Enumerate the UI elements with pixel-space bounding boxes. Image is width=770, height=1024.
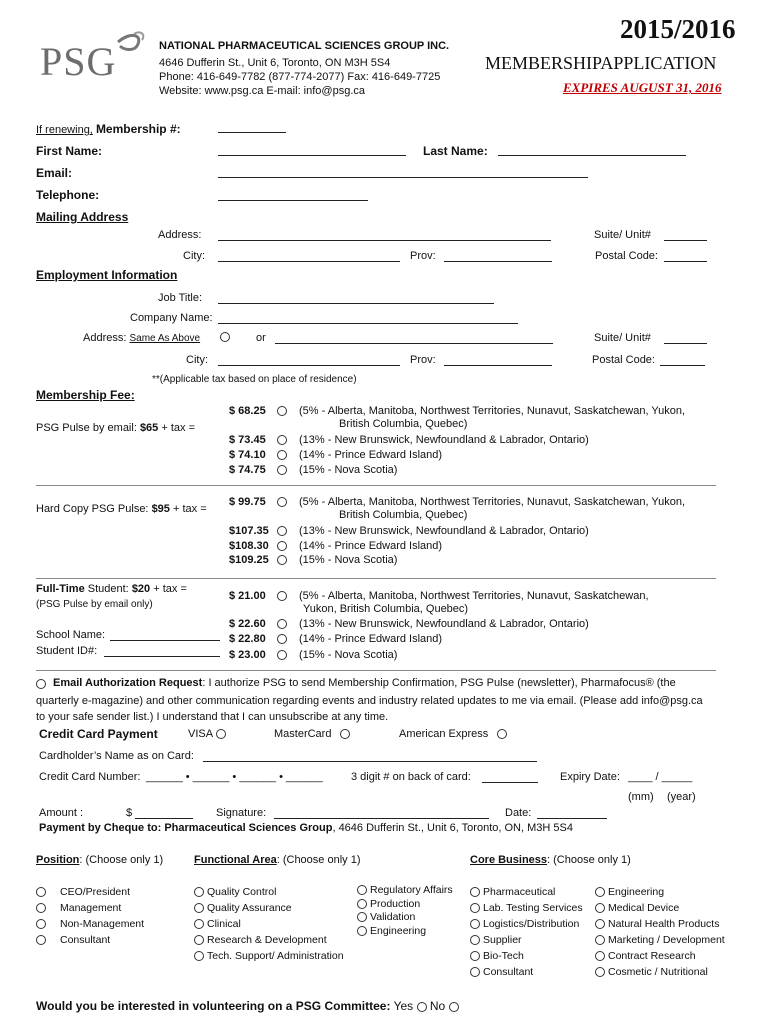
student-note: (PSG Pulse by email only) (36, 599, 153, 610)
business-option-radio[interactable] (595, 919, 605, 929)
amount-field[interactable] (135, 808, 193, 819)
student-id-field[interactable] (104, 646, 220, 657)
fee-price: $109.25 (229, 554, 269, 566)
fee-description-cont: British Columbia, Quebec) (339, 418, 468, 430)
functional-option-label: Validation (370, 911, 416, 923)
functional-option-label: Production (370, 897, 421, 910)
business-suffix: : (Choose only 1) (547, 854, 631, 866)
last-name-field[interactable] (498, 145, 686, 156)
fee-description: (15% - Nova Scotia) (299, 464, 398, 476)
org-name: NATIONAL PHARMACEUTICAL SCIENCES GROUP INC. (159, 40, 450, 52)
position-option-radio[interactable] (36, 919, 46, 929)
fee-price: $ 22.80 (229, 633, 266, 645)
business-heading-row (470, 854, 631, 866)
fee-option-radio[interactable] (277, 406, 287, 416)
position-option-label: Non-Management (60, 918, 145, 930)
fee-price: $ 23.00 (229, 649, 266, 661)
business-option-radio[interactable] (470, 967, 480, 977)
fee-price: $ 99.75 (229, 496, 266, 508)
authorization-text3: to your safe sender list.) I understand that I can unsubscribe at any time. (36, 711, 389, 723)
tax-note: **(Applicable tax based on place of residence) (152, 374, 357, 385)
hardcopy-fee-tax: + tax = (172, 503, 207, 515)
cvv-label: 3 digit # on back of card: (351, 771, 471, 783)
employment-city-label: City: (186, 354, 208, 366)
mailing-address-label: Address: (158, 229, 202, 241)
functional-option-radio[interactable] (194, 903, 204, 913)
fee-price: $ 68.25 (229, 405, 266, 417)
mailing-prov-label: Prov: (410, 250, 436, 262)
functional-option-radio[interactable] (357, 926, 367, 936)
fee-option-radio[interactable] (277, 435, 287, 445)
same-as-above-radio[interactable] (220, 332, 230, 342)
functional-option-label: Quality Assurance (207, 902, 292, 914)
amex-radio[interactable] (497, 729, 507, 739)
date-label: Date: (505, 807, 532, 819)
fee-divider (36, 578, 716, 579)
company-label: Company Name: (130, 312, 213, 324)
business-option-radio[interactable] (470, 951, 480, 961)
business-option-label: Consultant (483, 966, 534, 978)
fee-description: (13% - New Brunswick, Newfoundland & Labrador, Ontario) (299, 434, 589, 446)
fee-price: $ 22.60 (229, 618, 266, 630)
fee-description: (13% - New Brunswick, Newfoundland & Labrador, Ontario) (299, 618, 589, 630)
business-option-label: Bio-Tech (483, 950, 524, 962)
card-number-field[interactable]: ______ • ______ • ______ • ______ (146, 771, 323, 783)
business-option-label: Marketing / Development (608, 934, 725, 946)
position-option-label: CEO/President (60, 886, 131, 898)
business-option-radio[interactable] (470, 935, 480, 945)
fee-price: $ 74.75 (229, 464, 266, 476)
or-label: or (256, 332, 266, 344)
amex-label: American Express (399, 728, 489, 740)
membership-number-field[interactable] (218, 122, 286, 133)
employment-address-field[interactable] (275, 333, 553, 344)
fee-divider (36, 670, 716, 671)
fee-description: (13% - New Brunswick, Newfoundland & Labrador, Ontario) (299, 525, 589, 537)
fee-option-radio[interactable] (277, 465, 287, 475)
functional-option-label: Tech. Support/ Administration (207, 950, 344, 962)
business-option-label: Natural Health Products (608, 918, 720, 930)
business-option-label: Lab. Testing Services (483, 902, 583, 914)
renewing-prefix: If renewing, (36, 124, 93, 136)
mastercard-label: MasterCard (274, 728, 332, 740)
authorization-text1: : I authorize PSG to send Membership Confirmation, PSG Pulse (newsletter), Pharmafocus® (the (202, 677, 676, 689)
card-number-label: Credit Card Number: (39, 771, 141, 783)
business-option-radio[interactable] (470, 887, 480, 897)
mailing-address-field[interactable] (218, 230, 551, 241)
mailing-heading: Mailing Address (36, 210, 129, 224)
fee-price: $ 21.00 (229, 590, 266, 602)
cheque-org: Pharmaceutical Sciences Group (164, 822, 333, 834)
school-name-label: School Name: (36, 629, 106, 641)
fee-price: $ 74.10 (229, 449, 266, 461)
job-title-field[interactable] (218, 293, 494, 304)
membership-label: Membership #: (95, 122, 181, 136)
business-heading: Core Business (470, 854, 548, 866)
business-option-radio[interactable] (595, 887, 605, 897)
functional-option-label: Clinical (207, 918, 241, 930)
expiry-year-label: (year) (667, 791, 696, 803)
fee-description: (5% - Alberta, Manitoba, Northwest Territories, Nunavut, Saskatchewan, Yukon, (299, 405, 686, 417)
expiry-notice: EXPIRES AUGUST 31, 2016 (563, 80, 722, 95)
signature-label: Signature: (216, 807, 267, 819)
email-label: Email: (36, 166, 73, 180)
mailing-postal-label: Postal Code: (595, 250, 658, 262)
fee-description: (5% - Alberta, Manitoba, Northwest Territories, Nunavut, Saskatchewan, Yukon, (299, 496, 686, 508)
form-year: 2015/2016 (620, 14, 736, 44)
fee-option-radio[interactable] (277, 526, 287, 536)
cheque-address: , 4646 Dufferin St., Unit 6, Toronto, ON, M3H 5S4 (332, 822, 573, 834)
volunteer-question: Would you be interested in volunteering on a PSG Committee: (36, 999, 391, 1013)
fee-option-radio[interactable] (277, 497, 287, 507)
mailing-city-field[interactable] (218, 251, 400, 262)
business-option-label: Cosmetic / Nutritional (608, 966, 708, 978)
functional-option-label: Regulatory Affairs (370, 884, 453, 896)
authorization-text2: quarterly e-magazine) and other communication regarding events and industry related updates to me via email. (Please add info@psg.ca (36, 695, 703, 707)
hardcopy-fee-base: $95 (151, 503, 170, 515)
fee-option-radio[interactable] (277, 634, 287, 644)
employment-postal-label: Postal Code: (592, 354, 655, 366)
student-fee-tax: + tax = (153, 583, 187, 595)
expiry-label: Expiry Date: (560, 771, 620, 783)
org-web-email: Website: www.psg.ca E-mail: info@psg.ca (159, 85, 365, 97)
email-fee-label-text: PSG Pulse by email: (36, 422, 137, 434)
email-fee-label (36, 422, 195, 434)
fee-description-cont: British Columbia, Quebec) (339, 509, 468, 521)
email-field[interactable] (218, 167, 588, 178)
business-option-radio[interactable] (595, 951, 605, 961)
volunteer-no-label: No (429, 999, 446, 1013)
functional-option-radio[interactable] (357, 912, 367, 922)
functional-option-radio[interactable] (194, 919, 204, 929)
employment-prov-field[interactable] (444, 355, 552, 366)
student-fee-base: $20 (131, 583, 151, 595)
business-option-radio[interactable] (470, 903, 480, 913)
credit-card-heading: Credit Card Payment (39, 727, 158, 741)
visa-label: VISA (188, 728, 214, 740)
first-name-field[interactable] (218, 145, 406, 156)
position-option-label: Management (60, 902, 122, 914)
signature-field[interactable] (274, 808, 489, 819)
functional-option-radio[interactable] (357, 885, 367, 895)
fee-option-radio[interactable] (277, 555, 287, 565)
employment-heading: Employment Information (36, 268, 178, 282)
fee-option-radio[interactable] (277, 619, 287, 629)
psg-logo (38, 28, 148, 82)
authorization-heading: Email Authorization Request (53, 677, 203, 689)
fee-price: $107.35 (229, 525, 269, 537)
functional-option-label: Research & Development (207, 934, 327, 946)
volunteer-row (36, 999, 459, 1013)
functional-option-radio[interactable] (194, 951, 204, 961)
business-option-label: Medical Device (608, 902, 680, 914)
email-fee-tax: + tax = (161, 422, 195, 434)
fee-description-cont: Yukon, British Columbia, Quebec) (303, 603, 469, 615)
fee-description: (5% - Alberta, Manitoba, Northwest Territories, Nunavut, Saskatchewan, (299, 590, 649, 602)
mailing-suite-field[interactable] (664, 230, 707, 241)
fee-price: $ 73.45 (229, 434, 266, 446)
fee-option-radio[interactable] (277, 541, 287, 551)
mailing-suite-label: Suite/ Unit# (594, 229, 651, 241)
business-option-radio[interactable] (470, 919, 480, 929)
employment-prov-label: Prov: (410, 354, 436, 366)
hardcopy-fee-label (36, 503, 207, 515)
cheque-row (39, 822, 573, 834)
logo-text: PSG (40, 39, 117, 84)
employment-suite-field[interactable] (664, 333, 707, 344)
org-phone-fax: Phone: 416-649-7782 (877-774-2077) Fax: 416-649-7725 (159, 71, 441, 83)
fee-description: (14% - Prince Edward Island) (299, 449, 443, 461)
student-label-text: Student: (87, 583, 129, 595)
job-title-label: Job Title: (158, 292, 203, 304)
fee-divider (36, 485, 716, 486)
functional-suffix: : (Choose only 1) (276, 854, 361, 866)
business-option-radio[interactable] (595, 903, 605, 913)
fee-option-radio[interactable] (277, 450, 287, 460)
fee-price: $108.30 (229, 540, 269, 552)
cardholder-field[interactable] (203, 751, 537, 762)
business-option-label: Contract Research (608, 950, 696, 962)
membership-fee-heading: Membership Fee: (36, 388, 135, 402)
visa-radio[interactable] (216, 729, 226, 739)
mailing-prov-field[interactable] (444, 251, 552, 262)
fee-option-radio[interactable] (277, 650, 287, 660)
student-id-label: Student ID#: (36, 645, 98, 657)
date-field[interactable] (537, 808, 607, 819)
business-option-label: Supplier (483, 934, 522, 946)
form-title: MEMBERSHIPAPPLICATION (485, 53, 717, 73)
hardcopy-fee-label-text: Hard Copy PSG Pulse: (36, 503, 149, 515)
membership-row (36, 122, 181, 136)
first-name-label: First Name: (36, 144, 103, 158)
expiry-field[interactable]: ____ / _____ (628, 771, 693, 783)
functional-option-radio[interactable] (194, 935, 204, 945)
telephone-label: Telephone: (36, 188, 100, 202)
position-option-radio[interactable] (36, 935, 46, 945)
amount-dollar: $ (126, 807, 133, 819)
mastercard-radio[interactable] (340, 729, 350, 739)
authorization-line1 (53, 677, 676, 689)
expiry-mm-label: (mm) (628, 791, 654, 803)
org-address: 4646 Dufferin St., Unit 6, Toronto, ON M3H 5S4 (159, 57, 391, 69)
functional-option-radio[interactable] (357, 899, 367, 909)
employment-address-row (83, 332, 200, 344)
same-as-above-label: Same As Above (129, 333, 201, 344)
cvv-field[interactable] (482, 772, 538, 783)
business-option-label: Logistics/Distribution (483, 918, 580, 930)
functional-option-label: Engineering (370, 924, 427, 937)
business-option-radio[interactable] (595, 935, 605, 945)
position-heading-row (36, 854, 163, 866)
position-suffix: : (Choose only 1) (79, 854, 164, 866)
mailing-postal-field[interactable] (664, 251, 707, 262)
mailing-city-label: City: (183, 250, 205, 262)
email-fee-base: $65 (139, 422, 159, 434)
telephone-field[interactable] (218, 190, 368, 201)
functional-option-radio[interactable] (194, 887, 204, 897)
position-heading: Position (36, 854, 80, 866)
fee-description: (15% - Nova Scotia) (299, 649, 398, 661)
functional-option-label: Quality Control (207, 886, 277, 898)
company-field[interactable] (218, 313, 518, 324)
functional-heading: Functional Area (194, 854, 277, 866)
cardholder-label: Cardholder’s Name as on Card: (39, 750, 194, 762)
business-option-label: Pharmaceutical (483, 886, 556, 898)
business-option-label: Engineering (608, 886, 665, 898)
position-option-radio[interactable] (36, 903, 46, 913)
employment-address-label: Address: (83, 332, 127, 344)
employment-city-field[interactable] (218, 355, 400, 366)
volunteer-yes-radio[interactable] (417, 1002, 427, 1012)
employment-suite-label: Suite/ Unit# (594, 332, 651, 344)
fee-description: (14% - Prince Edward Island) (299, 540, 443, 552)
email-authorization-radio[interactable] (36, 679, 46, 689)
last-name-label: Last Name: (423, 144, 488, 158)
school-name-field[interactable] (110, 630, 220, 641)
position-option-label: Consultant (60, 934, 111, 946)
student-fee-label (36, 583, 187, 595)
amount-label: Amount : (39, 807, 84, 819)
employment-postal-field[interactable] (660, 355, 705, 366)
business-option-radio[interactable] (595, 967, 605, 977)
volunteer-yes-label: Yes (393, 999, 414, 1013)
functional-heading-row (194, 854, 360, 866)
fee-description: (15% - Nova Scotia) (299, 554, 398, 566)
fee-description: (14% - Prince Edward Island) (299, 633, 443, 645)
student-fulltime: Full-Time (36, 583, 85, 595)
cheque-label: Payment by Cheque to: (39, 822, 162, 834)
volunteer-no-radio[interactable] (449, 1002, 459, 1012)
fee-option-radio[interactable] (277, 591, 287, 601)
position-option-radio[interactable] (36, 887, 46, 897)
